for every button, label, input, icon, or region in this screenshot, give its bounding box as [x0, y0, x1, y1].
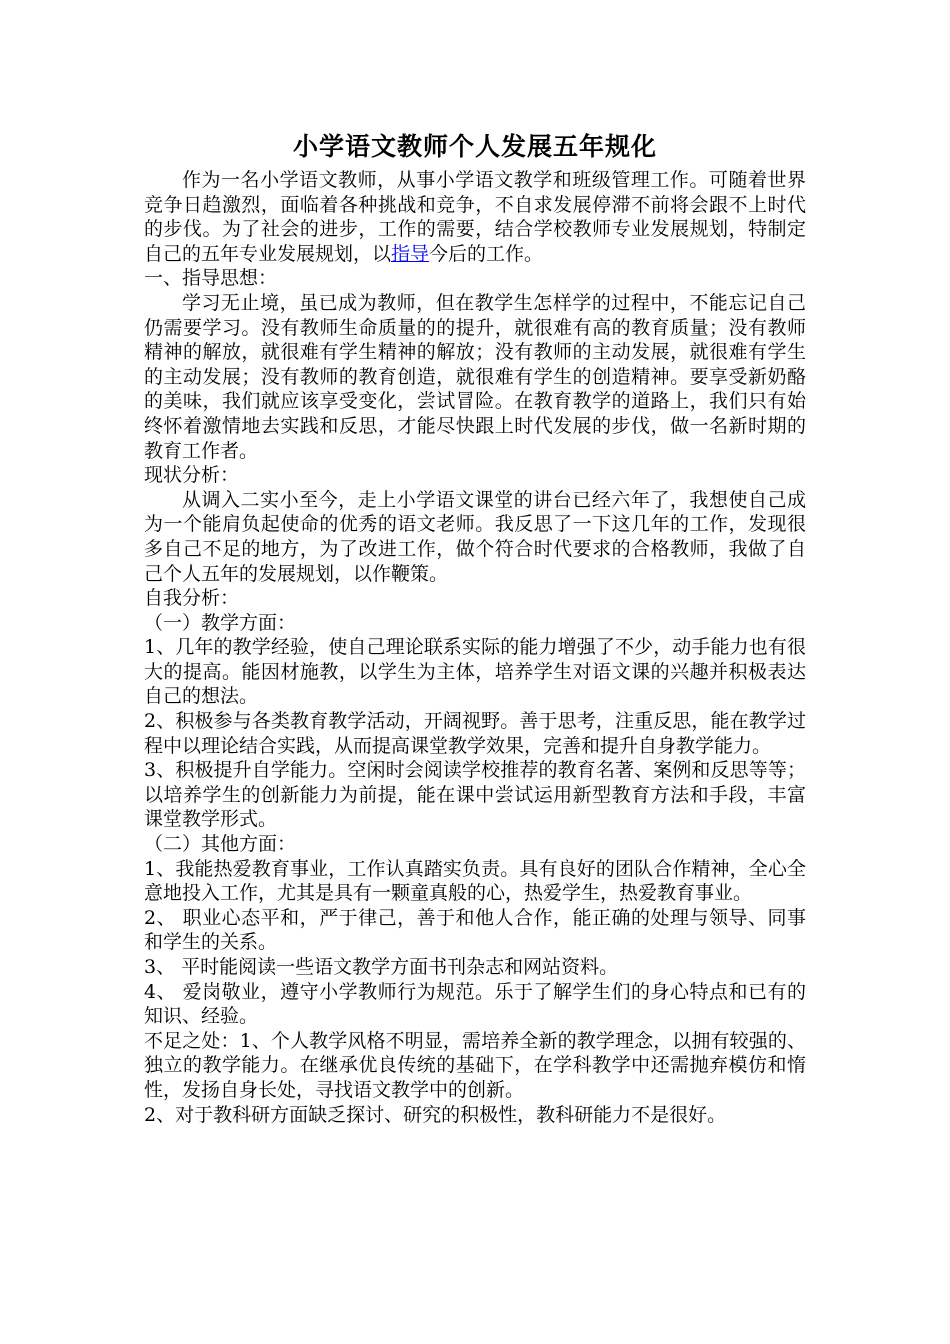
intro-text: 作为一名小学语文教师，从事小学语文教学和班级管理工作。可随着世界竞争日趋激烈，面临着各种挑战和竞争，不自求发展停滞不前将会跟不上时代的步伐。为了社会的进步，工作的需要，结合学校教师专业发展规划，特制定自己的五年专业发展规划，以	[144, 169, 806, 265]
guide-link[interactable]: 指导	[391, 242, 430, 265]
intro-paragraph	[144, 168, 806, 266]
teaching-item: 2、积极参与各类教育教学活动，开阔视野。善于思考，注重反思，能在教学过程中以理论结合实践，从而提高课堂教学效果，完善和提升自身教学能力。	[144, 710, 806, 757]
document-page	[144, 128, 806, 1127]
document-title: 小学语文教师个人发展五年规化	[292, 132, 657, 161]
other-item: 2、 职业心态平和，严于律己，善于和他人合作，能正确的处理与领导、同事和学生的关系。	[144, 906, 806, 954]
other-item: 3、 平时能阅读一些语文教学方面书刊杂志和网站资料。	[144, 956, 619, 978]
other-item: 4、 爱岗敬业，遵守小学教师行为规范。乐于了解学生们的身心特点和已有的知识、经验。	[144, 980, 806, 1028]
other-heading: （二）其他方面：	[144, 833, 297, 856]
status-paragraph: 从调入二实小至今，走上小学语文课堂的讲台已经六年了，我想使自己成为一个能肩负起使命的优秀的语文老师。我反思了一下这几年的工作，发现很多自己不足的地方，为了改进工作，做个符合时代要求的合格教师，我做了自己个人五年的发展规划，以作鞭策。	[144, 488, 806, 585]
shortcoming-item: 2、对于教科研方面缺乏探讨、研究的积极性，教科研能力不是很好。	[144, 1103, 727, 1126]
teaching-item: 1、几年的教学经验，使自己理论联系实际的能力增强了不少，动手能力也有很大的提高。能因材施教，以学生为主体，培养学生对语文课的兴趣并积极表达自己的想法。	[144, 636, 806, 708]
self-analysis-heading: 自我分析：	[144, 587, 240, 610]
teaching-item: 3、积极提升自学能力。空闲时会阅读学校推荐的教育名著、案例和反思等等；以培养学生的创新能力为前提，能在课中尝试运用新型教育方法和手段，丰富课堂教学形式。	[144, 759, 806, 831]
shortcoming-item: 不足之处：1、个人教学风格不明显，需培养全新的教学理念，以拥有较强的、独立的教学能力。在继承优良传统的基础下，在学科教学中还需抛弃模仿和惰性，发扬自身长处，寻找语文教学中的创新。	[144, 1029, 806, 1101]
status-heading: 现状分析：	[144, 464, 240, 487]
intro-text-end: 今后的工作。	[429, 242, 544, 265]
other-item: 1、我能热爱教育事业，工作认真踏实负责。具有良好的团队合作精神，全心全意地投入工作，尤其是具有一颗童真般的心，热爱学生，热爱教育事业。	[144, 857, 806, 905]
guiding-paragraph: 学习无止境，虽已成为教师，但在教学生怎样学的过程中，不能忘记自己仍需要学习。没有教师生命质量的的提升，就很难有高的教育质量；没有教师精神的解放，就很难有学生精神的解放；没有教师的主动发展，就很难有学生的主动发展；没有教师的教育创造，就很难有学生的创造精神。要享受新奶酪的美味，我们就应该享受变化，尝试冒险。在教育教学的道路上，我们只有始终怀着激情地去实践和反思，才能尽快跟上时代发展的步伐，做一名新时期的教育工作者。	[144, 291, 806, 462]
teaching-heading: （一）教学方面：	[144, 611, 297, 634]
guiding-heading: 一、指导思想：	[144, 267, 278, 290]
